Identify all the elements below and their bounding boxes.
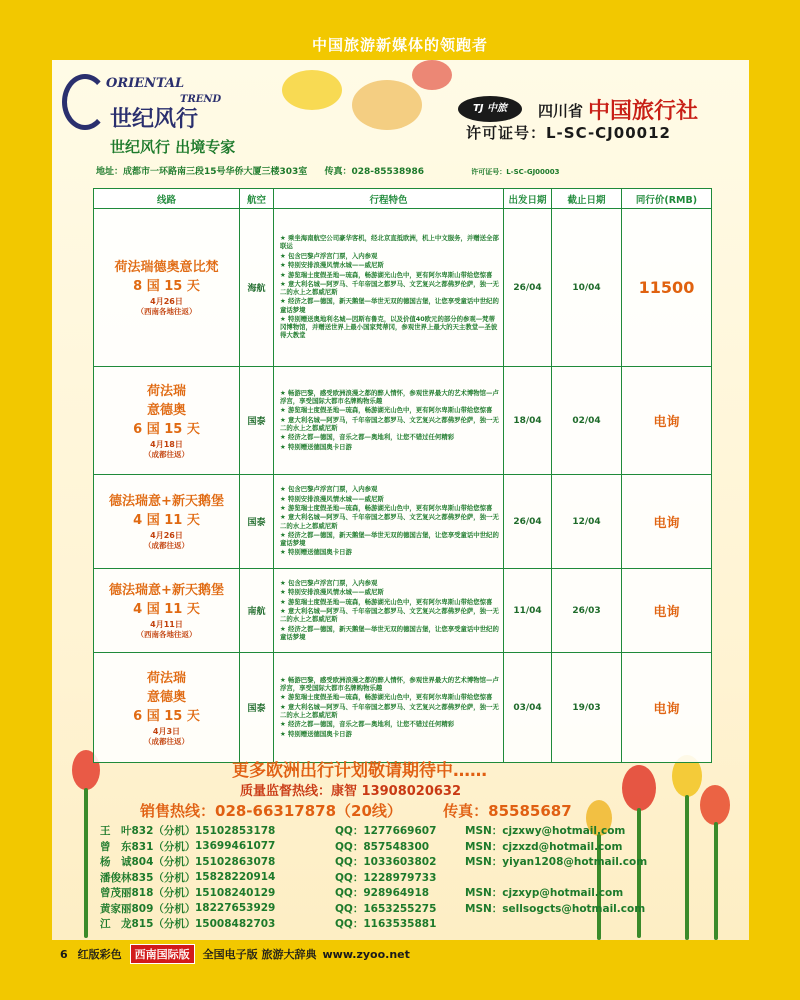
quality-hotline: 质量监督热线：康智 13908020632	[240, 784, 462, 799]
page-number: 6	[60, 947, 68, 961]
sales-hotline-row	[140, 800, 680, 821]
route-name: 德法瑞意+新天鹅堡	[109, 494, 224, 509]
table-row	[94, 653, 712, 763]
contact-name: 曾 东831（分机）	[100, 840, 196, 853]
route-date: 4月26日	[150, 297, 183, 306]
feature-item: ★ 特别安排浪漫风情水城——威尼斯	[280, 261, 384, 270]
contact-row	[100, 916, 700, 932]
feature-item: ★ 经济之都—德国，新天鹅堡—举世无双的德国古堡，让您享受童话中世纪的童话梦境	[280, 297, 499, 314]
route-date: 4月3日	[152, 726, 181, 736]
contact-phone: 15102853178	[195, 824, 276, 837]
address: 地址：成都市一环路南三段15号华侨大厦三楼303室	[96, 167, 308, 177]
deadline-date: 10/04	[552, 209, 622, 367]
tulip-stem	[714, 822, 718, 940]
features-cell	[274, 569, 504, 653]
contact-phone: 13699461077	[195, 840, 276, 853]
feature-item: ★ 游览瑞士度假圣地—琉森，畅游湖光山色中，更有阿尔卑斯山带给您惊喜	[280, 270, 493, 279]
contact-row	[100, 839, 700, 855]
edition-badge: 西南国际版	[130, 944, 195, 964]
table-row	[94, 209, 712, 367]
feature-item: ★ 意大利名城—阿罗马、千年帝国之都罗马、文艺复兴之都佛罗伦萨，独一无二的水上之都威尼斯	[280, 279, 499, 297]
feature-item: ★ 特别赠送奥地利名城—因斯布鲁克，以及价值40欧元的部分的参观—梵蒂冈博物馆，并赠送世界上最小国家梵蒂冈，参观世界上最大的天主教堂—圣彼得大教堂	[280, 315, 498, 340]
feature-item: ★ 经济之都—德国，新天鹅堡—举世无双的德国古堡，让您享受童话中世纪的童话梦境	[280, 530, 499, 548]
contact-msn: MSN：cjzxyp@hotmail.com	[465, 887, 624, 900]
price: 11500	[622, 209, 712, 367]
flower-decoration	[412, 60, 452, 90]
contact-name: 杨 诚804（分机）	[100, 856, 196, 869]
feature-item: ★ 经济之都—德国，音乐之都—奥地利，让您不错过任何精彩	[280, 433, 455, 442]
contact-msn: MSN：cjzxwy@hotmail.com	[465, 825, 626, 838]
contact-row	[100, 823, 700, 839]
contact-msn: MSN：yiyan1208@hotmail.com	[465, 856, 648, 869]
feature-item: ★ 意大利名城—阿罗马，千年帝国之都罗马、文艺复兴之都佛罗伦萨，独一无二的水上之都威尼斯	[280, 415, 499, 432]
contact-name: 黄家丽809（分机）	[100, 902, 196, 915]
partner-badge-icon: TJ 中旅	[458, 96, 522, 122]
route-name-2: 意德奥	[146, 402, 186, 418]
col-header-airline: 航空	[240, 189, 274, 209]
route-name-2: 意德奥	[146, 689, 186, 705]
company-logo	[62, 70, 242, 138]
route-duration: 6 国 15 天	[133, 708, 200, 724]
tulip-stem	[84, 788, 88, 938]
features-cell	[274, 653, 504, 763]
price: 电询	[622, 367, 712, 475]
feature-item: ★ 经济之都—德国，新天鹅堡—举世无双的德国古堡，让您享受童话中世纪的童话梦境	[280, 624, 499, 641]
col-header-route: 线路	[94, 189, 240, 209]
route-date: 4月26日	[150, 531, 183, 540]
contact-name: 王 叶832（分机）	[100, 825, 196, 838]
contact-qq: QQ：928964918	[335, 887, 430, 900]
feature-item: ★ 乘坐海南航空公司豪华客机，经北京直抵欧洲，机上中文服务，并赠送全部联运	[280, 234, 499, 251]
feature-item: ★ 意大利名城—阿罗马、千年帝国之都罗马、文艺复兴之都佛罗伦萨，独一无二的水上之都威尼斯	[280, 702, 499, 719]
more-plans-notice: 更多欧洲出行计划敬请期待中……	[232, 761, 487, 781]
contact-qq: QQ：857548300	[335, 840, 430, 853]
route-cell	[94, 367, 240, 475]
logo-chinese: 世纪风行	[110, 106, 199, 132]
feature-item: ★ 包含巴黎卢浮宫门票，入内参观	[280, 578, 378, 587]
contact-phone: 15102863078	[195, 855, 276, 868]
table-row	[94, 569, 712, 653]
depart-date: 03/04	[504, 653, 552, 763]
contact-phone: 15828220914	[195, 871, 276, 884]
magazine-name: 红版彩色	[77, 948, 122, 961]
contact-qq: QQ：1163535881	[335, 918, 437, 931]
logo-mark-icon	[62, 74, 108, 130]
flower-decoration	[282, 70, 342, 110]
route-duration: 6 国 15 天	[133, 421, 200, 437]
route-date: 4月18日	[150, 439, 183, 449]
route-name: 荷法瑞德奥意比梵	[114, 260, 219, 275]
col-header-features: 行程特色	[274, 189, 504, 209]
feature-item: ★ 畅游巴黎，感受欧洲浪漫之都的醉人情怀，参观世界最大的艺术博物馆—卢浮宫，享受国际大都市名牌购物乐趣	[280, 388, 499, 406]
route-note: （成都往返）	[144, 541, 189, 550]
contact-qq: QQ：1653255275	[335, 902, 437, 915]
contact-row	[100, 885, 700, 901]
features-cell	[274, 209, 504, 367]
partner-name: 中国旅行社	[588, 98, 699, 124]
feature-item: ★ 经济之都—德国，音乐之都—奥地利，让您不错过任何精彩	[280, 720, 455, 729]
depart-date: 18/04	[504, 367, 552, 475]
contact-name: 曾茂丽818（分机）	[100, 887, 196, 900]
logo-english-2: TREND	[180, 94, 222, 105]
feature-item: ★ 特别赠送德国奥卡日游	[280, 548, 352, 557]
route-duration: 8 国 15 天	[133, 279, 200, 294]
airline-cell: 海航	[240, 209, 274, 367]
sales-fax: 传真：85585687	[443, 802, 572, 820]
sales-hotline: 销售热线：028-66317878（20线）	[140, 802, 402, 820]
contact-name: 潘俊林835（分机）	[100, 871, 196, 884]
feature-item: ★ 特别赠送德国奥卡日游	[280, 729, 352, 738]
tagline: 世纪风行 出境专家	[110, 138, 236, 156]
airline-cell: 南航	[240, 569, 274, 653]
feature-item: ★ 畅游巴黎，感受欧洲浪漫之都的醉人情怀，参观世界最大的艺术博物馆—卢浮宫，享受国际大都市名牌购物乐趣	[280, 675, 499, 693]
feature-item: ★ 游览瑞士度假圣地—琉森，畅游湖光山色中，更有阿尔卑斯山带给您惊喜	[280, 693, 493, 702]
page-footer	[60, 944, 520, 964]
features-cell	[274, 367, 504, 475]
table-header-row	[94, 189, 712, 209]
route-cell	[94, 475, 240, 569]
airline-cell: 国泰	[240, 367, 274, 475]
price: 电询	[622, 569, 712, 653]
deadline-date: 02/04	[552, 367, 622, 475]
depart-date: 11/04	[504, 569, 552, 653]
feature-item: ★ 特别安排浪漫风情水城——威尼斯	[280, 494, 384, 503]
table-row	[94, 475, 712, 569]
license-small: 许可证号：L-SC-GJ00003	[471, 168, 560, 176]
price: 电询	[622, 475, 712, 569]
feature-item: ★ 特别赠送德国奥卡日游	[280, 442, 352, 451]
col-header-deadline: 截止日期	[552, 189, 622, 209]
feature-item: ★ 游览瑞士度假圣地—琉森，畅游湖光山色中，更有阿尔卑斯山带给您惊喜	[280, 597, 493, 606]
address-line	[96, 164, 716, 177]
route-note: （成都往返）	[144, 449, 189, 459]
partner-province: 四川省	[538, 102, 584, 120]
deadline-date: 12/04	[552, 475, 622, 569]
contact-qq: QQ：1277669607	[335, 825, 437, 838]
route-duration: 4 国 11 天	[133, 602, 200, 617]
depart-date: 26/04	[504, 475, 552, 569]
route-name: 德法瑞意+新天鹅堡	[109, 583, 224, 598]
contact-qq: QQ：1228979733	[335, 871, 437, 884]
contact-row	[100, 901, 700, 917]
feature-item: ★ 意大利名城—阿罗马、千年帝国之都罗马、文艺复兴之都佛罗伦萨，独一无二的水上之都威尼斯	[280, 606, 499, 624]
fax: 传真：028-85538986	[324, 167, 425, 177]
price: 电询	[622, 653, 712, 763]
flower-decoration	[352, 80, 422, 130]
route-name: 荷法瑞	[146, 670, 186, 686]
route-note: （成都往返）	[144, 736, 189, 746]
route-name: 荷法瑞	[146, 383, 186, 399]
website-url: www.zyoo.net	[322, 947, 410, 961]
route-note: （西南各地往返）	[136, 307, 197, 316]
table-row	[94, 367, 712, 475]
deadline-date: 19/03	[552, 653, 622, 763]
airline-cell: 国泰	[240, 653, 274, 763]
logo-english: ORIENTAL	[106, 76, 185, 91]
route-cell	[94, 653, 240, 763]
edition-name: 全国电子版 旅游大辞典	[202, 948, 317, 961]
airline-cell: 国泰	[240, 475, 274, 569]
route-cell	[94, 569, 240, 653]
contact-list	[100, 823, 700, 932]
route-date: 4月11日	[150, 620, 183, 629]
contact-msn: MSN：sellsogcts@hotmail.com	[465, 902, 646, 915]
depart-date: 26/04	[504, 209, 552, 367]
contact-qq: QQ：1033603802	[335, 856, 437, 869]
col-header-depart: 出发日期	[504, 189, 552, 209]
tour-table	[93, 188, 712, 763]
features-cell	[274, 475, 504, 569]
license-number: 许可证号：L-SC-CJ00012	[466, 124, 671, 142]
feature-item: ★ 游览瑞士度假圣地—琉森，畅游湖光山色中，更有阿尔卑斯山带给您惊喜	[280, 503, 493, 512]
feature-item: ★ 包含巴黎卢浮宫门票，入内参观	[280, 251, 378, 260]
route-duration: 4 国 11 天	[133, 513, 200, 528]
feature-item: ★ 特别安排浪漫风情水城——威尼斯	[280, 588, 384, 597]
contact-name: 江 龙815（分机）	[100, 918, 196, 931]
contact-msn: MSN：cjzxzd@hotmail.com	[465, 840, 623, 853]
feature-item: ★ 包含巴黎卢浮宫门票，入内参观	[280, 485, 378, 494]
contact-row	[100, 870, 700, 886]
top-slogan: 中国旅游新媒体的领跑者	[311, 36, 488, 54]
contact-row	[100, 854, 700, 870]
contact-phone: 15008482703	[195, 917, 276, 930]
deadline-date: 26/03	[552, 569, 622, 653]
contact-phone: 15108240129	[195, 886, 276, 899]
feature-item: ★ 意大利名城—阿罗马、千年帝国之都罗马、文艺复兴之都佛罗伦萨，独一无二的水上之都威尼斯	[280, 513, 499, 530]
contact-phone: 18227653929	[195, 902, 276, 915]
route-cell	[94, 209, 240, 367]
feature-item: ★ 游览瑞士度假圣地—琉森，畅游湖光山色中，更有阿尔卑斯山带给您惊喜	[280, 406, 493, 415]
route-note: （西南各地往返）	[136, 630, 197, 639]
col-header-price: 同行价(RMB)	[622, 189, 712, 209]
tulip-decoration	[700, 785, 730, 825]
